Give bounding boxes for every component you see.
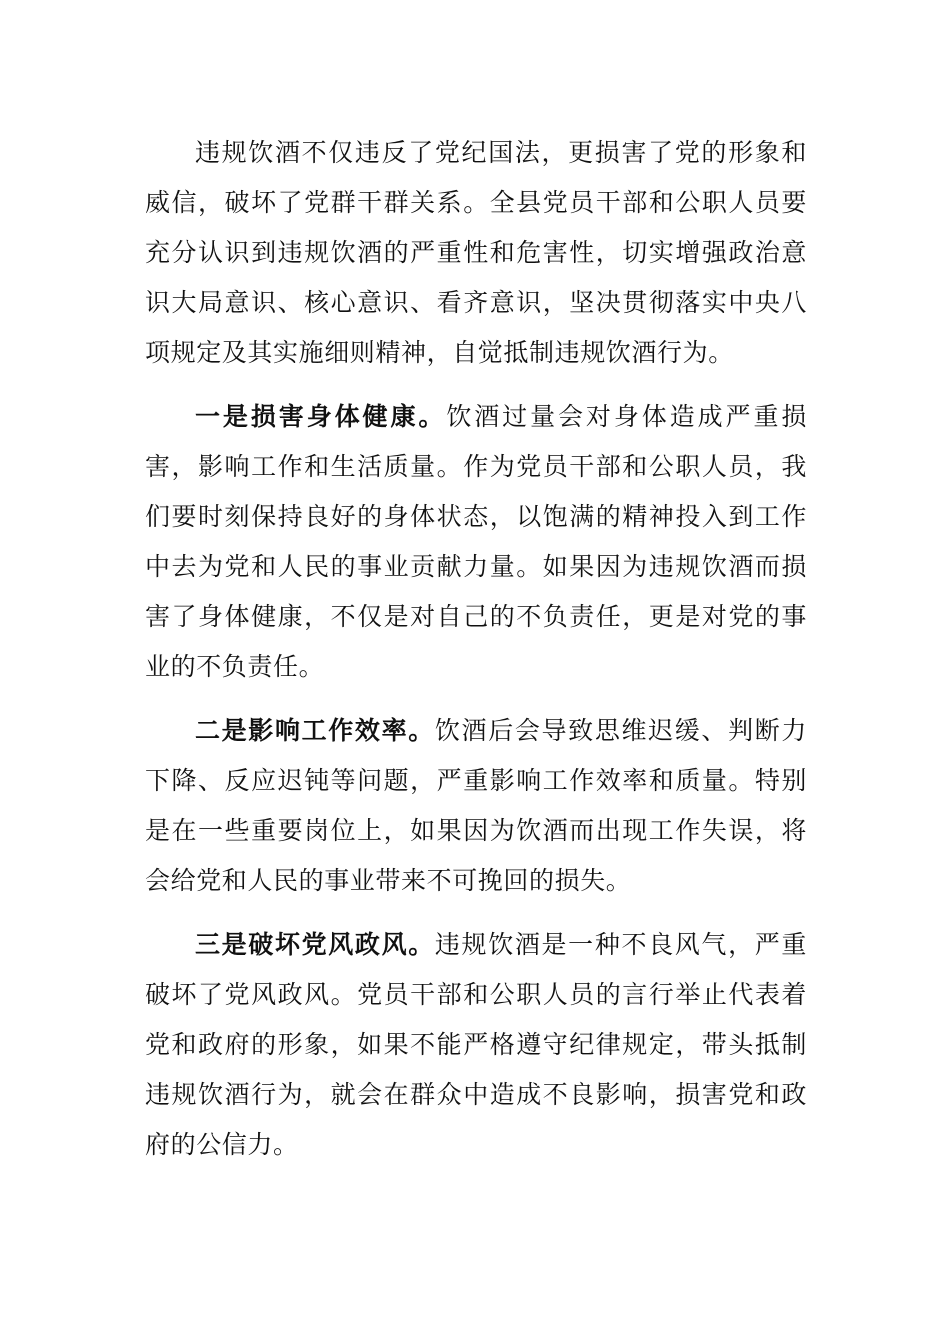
paragraph-party-style: [145, 920, 807, 1170]
paragraph-heading: 三是破坏党风政风。: [195, 930, 435, 959]
document-body: [145, 128, 807, 1184]
paragraph-heading: 二是影响工作效率。: [195, 716, 435, 745]
paragraph-intro: [145, 128, 807, 378]
paragraph-efficiency: [145, 706, 807, 906]
paragraph-health: [145, 392, 807, 692]
paragraph-text: 饮酒后会导致思维迟缓、判断力下降、反应迟钝等问题，严重影响工作效率和质量。特别是在一些重要岗位上，如果因为饮酒而出现工作失误，将会给党和人民的事业带来不可挽回的损失。: [145, 716, 807, 895]
paragraph-text: 饮酒过量会对身体造成严重损害，影响工作和生活质量。作为党员干部和公职人员，我们要时刻保持良好的身体状态，以饱满的精神投入到工作中去为党和人民的事业贡献力量。如果因为违规饮酒而损害了身体健康，不仅是对自己的不负责任，更是对党的事业的不负责任。: [145, 402, 807, 681]
paragraph-text: 违规饮酒不仅违反了党纪国法，更损害了党的形象和威信，破坏了党群干群关系。全县党员干部和公职人员要充分认识到违规饮酒的严重性和危害性，切实增强政治意识大局意识、核心意识、看齐意识，坚决贯彻落实中央八项规定及其实施细则精神，自觉抵制违规饮酒行为。: [145, 138, 807, 367]
paragraph-text: 违规饮酒是一种不良风气，严重破坏了党风政风。党员干部和公职人员的言行举止代表着党和政府的形象，如果不能严格遵守纪律规定，带头抵制违规饮酒行为，就会在群众中造成不良影响，损害党和政府的公信力。: [145, 930, 807, 1159]
paragraph-heading: 一是损害身体健康。: [195, 402, 447, 431]
